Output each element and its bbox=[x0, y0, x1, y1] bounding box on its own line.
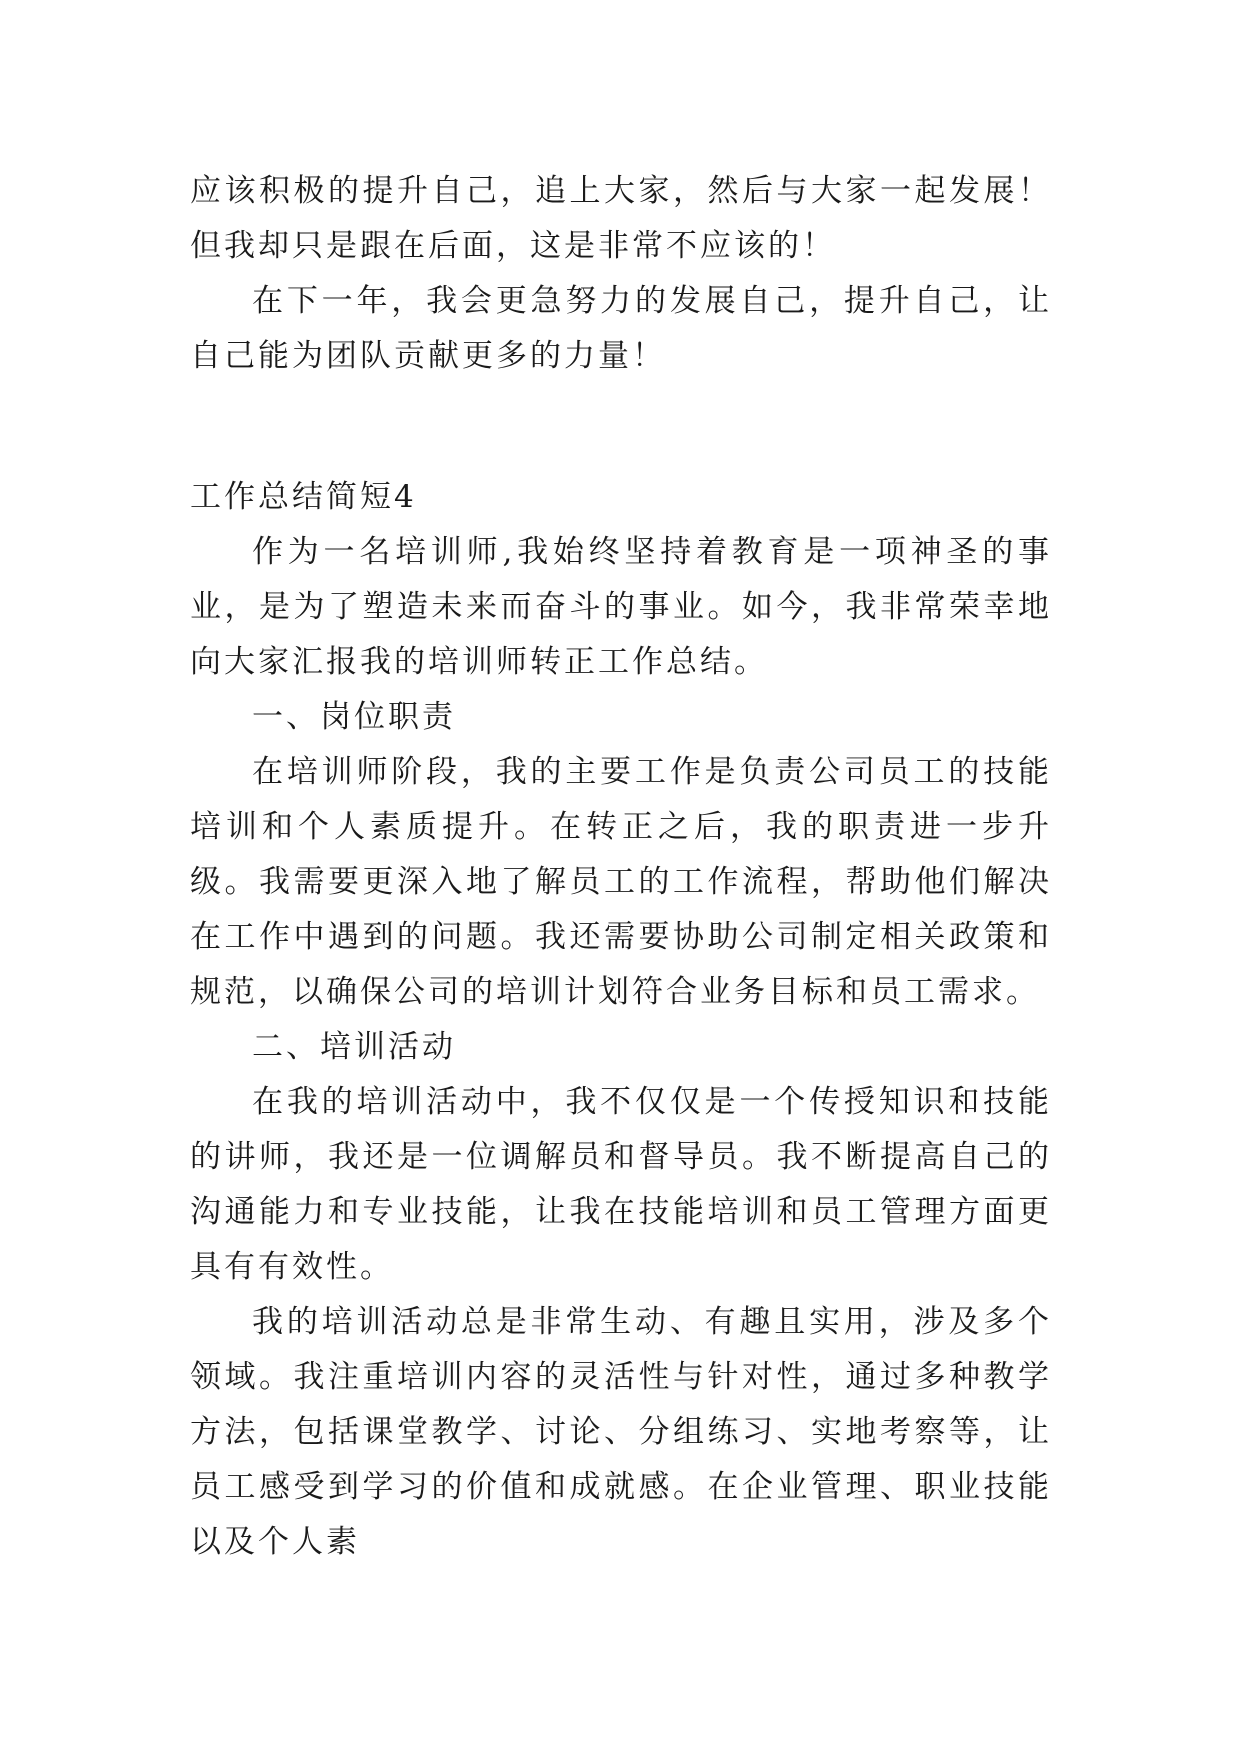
paragraph-continued: 应该积极的提升自己，追上大家，然后与大家一起发展！但我却只是跟在后面，这是非常不应该的！ bbox=[190, 173, 1052, 264]
paragraph-activities-2: 我的培训活动总是非常生动、有趣且实用，涉及多个领域。我注重培训内容的灵活性与针对性，通过多种教学方法，包括课堂教学、讨论、分组练习、实地考察等，让员工感受到学习的价值和成就感。在企业管理、职业技能以及个人素 bbox=[190, 1304, 1052, 1560]
document-body bbox=[190, 164, 1052, 1570]
section-title: 工作总结简短4 bbox=[190, 479, 417, 515]
paragraph-intro: 作为一名培训师,我始终坚持着教育是一项神圣的事业，是为了塑造未来而奋斗的事业。如今，我非常荣幸地向大家汇报我的培训师转正工作总结。 bbox=[190, 534, 1052, 680]
paragraph-activities-1: 在我的培训活动中，我不仅仅是一个传授知识和技能的讲师，我还是一位调解员和督导员。我不断提高自己的沟通能力和专业技能，让我在技能培训和员工管理方面更具有有效性。 bbox=[190, 1084, 1052, 1285]
subheading-activities: 二、培训活动 bbox=[252, 1029, 456, 1065]
paragraph-next-year: 在下一年，我会更急努力的发展自己，提升自己，让自己能为团队贡献更多的力量！ bbox=[190, 283, 1052, 374]
paragraph-duties: 在培训师阶段，我的主要工作是负责公司员工的技能培训和个人素质提升。在转正之后，我的职责进一步升级。我需要更深入地了解员工的工作流程，帮助他们解决在工作中遇到的问题。我还需要协助公司制定相关政策和规范，以确保公司的培训计划符合业务目标和员工需求。 bbox=[190, 754, 1052, 1010]
subheading-duties: 一、岗位职责 bbox=[252, 699, 456, 735]
